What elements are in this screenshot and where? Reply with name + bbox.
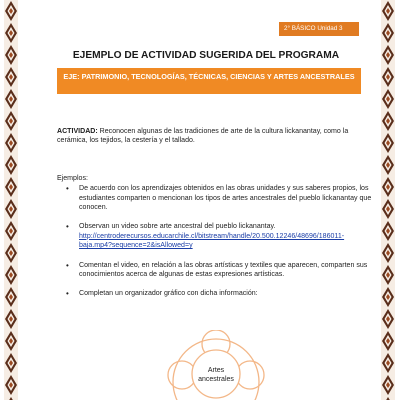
- activity-label: ACTIVIDAD:: [57, 128, 98, 135]
- graphic-organizer: [120, 330, 320, 400]
- activity-text: Reconocen algunas de las tradiciones de arte de la cultura lickanantay, como la cerámica, los tejidos, la cestería y el tallado.: [57, 128, 349, 145]
- organizer-center-label: Artes ancestrales: [198, 367, 234, 383]
- decorative-border-left: [4, 0, 18, 400]
- list-item: [79, 289, 375, 298]
- unit-badge: 2° BÁSICO Unidad 3: [279, 22, 359, 36]
- activity-paragraph: [57, 127, 375, 146]
- examples-label: Ejemplos:: [57, 174, 88, 182]
- list-item: [79, 184, 375, 212]
- example-text: Comentan el video, en relación a las obras artísticas y textiles que aparecen, comparten sus conocimientos acerca de algunas de estas expresiones artísticas.: [79, 261, 368, 279]
- examples-list: [57, 184, 375, 299]
- page-title: EJEMPLO DE ACTIVIDAD SUGERIDA DEL PROGRAMA: [72, 50, 340, 61]
- list-item: [79, 261, 375, 280]
- example-text: De acuerdo con los aprendizajes obtenidos en las obras unidades y sus saberes propios, los estudiantes comparten o mencionan los tipos de artes ancestrales del pueblo lickanantay que conocen.: [79, 185, 372, 212]
- example-text: Completan un organizador gráfico con dicha información:: [79, 290, 258, 298]
- example-text: Observan un video sobre arte ancestral del pueblo lickanantay.: [79, 223, 276, 231]
- axis-banner: EJE: PATRIMONIO, TECNOLOGÍAS, TÉCNICAS, CIENCIAS Y ARTES ANCESTRALES: [57, 68, 361, 94]
- activity-content: [57, 127, 375, 309]
- decorative-border-right: [381, 0, 395, 400]
- list-item: [79, 222, 375, 250]
- video-link[interactable]: http://centroderecursos.educarchile.cl/bitstream/handle/20.500.12246/48696/186011-baja.mp4?sequence=2&isAllowed=y: [79, 232, 345, 250]
